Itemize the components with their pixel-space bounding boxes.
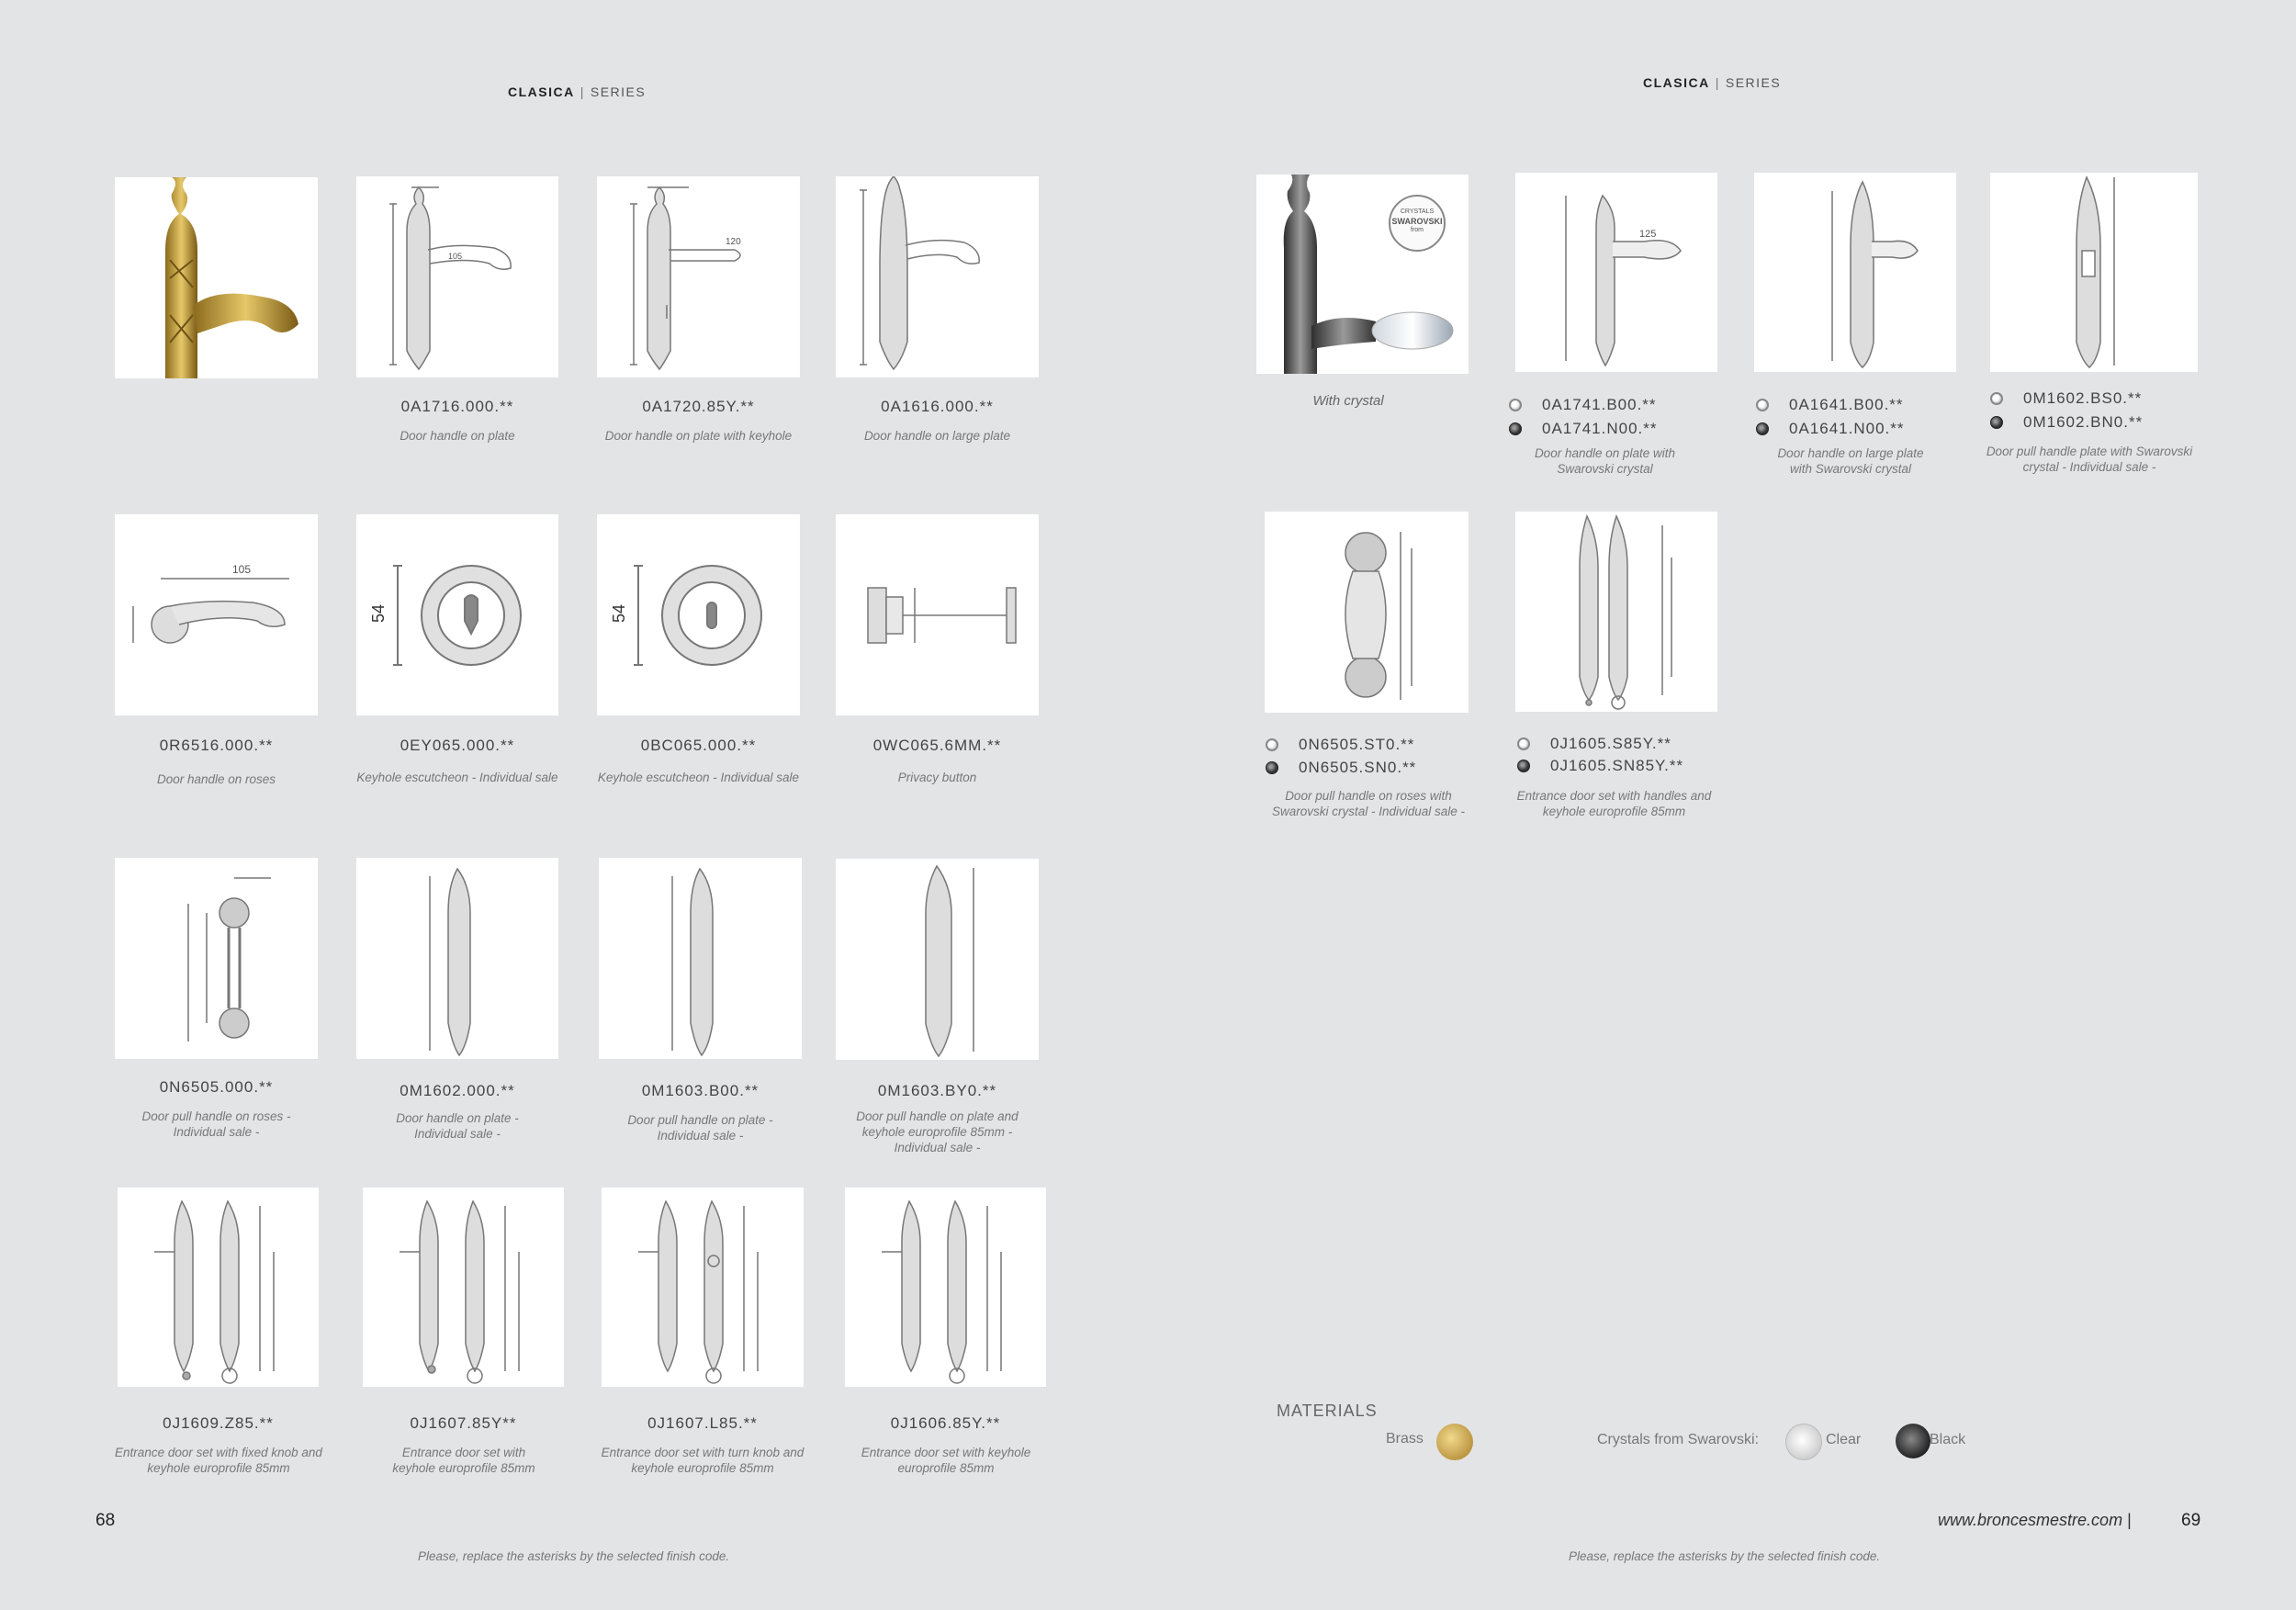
product-drawing-0J1609[interactable] xyxy=(118,1188,319,1387)
black-crystal-swatch xyxy=(1990,416,2003,429)
clear-crystal-swatch xyxy=(1266,738,1278,751)
product-description: Door handle on plate with keyhole xyxy=(604,429,793,443)
page-number-left: 68 xyxy=(96,1511,116,1530)
product-description: Door handle on plate xyxy=(400,429,515,443)
product-drawing-0A1641[interactable] xyxy=(1754,173,1956,372)
product-drawing-0J1606[interactable] xyxy=(845,1188,1046,1387)
product-description: Door handle on roses xyxy=(156,772,276,786)
svg-text:125: 125 xyxy=(1639,229,1657,240)
product-description: Privacy button xyxy=(897,771,977,784)
svg-text:120: 120 xyxy=(726,237,741,247)
black-crystal-swatch[interactable] xyxy=(1896,1424,1930,1458)
product-code: 0A1741.B00.** xyxy=(1542,396,1657,413)
product-description: Door handle on plate with Swarovski crystal xyxy=(1534,446,1676,476)
svg-text:105: 105 xyxy=(448,252,463,261)
black-label: Black xyxy=(1930,1432,1966,1447)
product-photo-brass-handle[interactable] xyxy=(115,177,318,378)
product-drawing-0R6516[interactable] xyxy=(115,514,318,715)
clear-crystal-swatch xyxy=(1509,399,1522,411)
finish-option-clear[interactable] xyxy=(1990,389,2142,408)
product-code: 0J1609.Z85.** xyxy=(163,1414,274,1432)
crystal-caption: With crystal xyxy=(1312,393,1384,409)
svg-text:54: 54 xyxy=(610,603,628,623)
finish-option-black[interactable] xyxy=(1517,757,1683,775)
product-code: 0A1716.000.** xyxy=(400,398,514,415)
product-drawing-0M1602[interactable] xyxy=(356,858,558,1059)
finish-option-black[interactable] xyxy=(1509,420,1657,438)
page-number-right: 69 xyxy=(2181,1511,2201,1530)
product-code: 0BC065.000.** xyxy=(640,737,757,754)
product-drawing-0J1605[interactable] xyxy=(1515,512,1717,712)
brass-label: Brass xyxy=(1386,1431,1424,1447)
logo-line3: from xyxy=(1411,227,1424,233)
product-code: 0J1605.SN85Y.** xyxy=(1550,757,1684,774)
product-code: 0N6505.000.** xyxy=(159,1078,274,1096)
finish-option-black[interactable] xyxy=(1990,413,2143,432)
product-drawing-0A1616[interactable] xyxy=(836,176,1039,377)
product-drawing-0EY065[interactable] xyxy=(356,514,558,715)
clear-crystal-swatch xyxy=(1990,392,2003,405)
right-page-header xyxy=(1643,75,1781,90)
materials-title: MATERIALS xyxy=(1277,1402,1378,1420)
header-separator: | xyxy=(580,84,585,99)
left-page-header xyxy=(508,84,646,99)
website-url[interactable] xyxy=(1938,1511,2132,1530)
series-label: SERIES xyxy=(590,84,647,99)
product-description: Door pull handle on plate and keyhole europrofile 85mm - Individual sale - xyxy=(856,1109,1019,1154)
product-description: Entrance door set with keyhole europrofile 85mm xyxy=(392,1446,535,1475)
product-code: 0A1720.85Y.** xyxy=(642,398,755,415)
black-crystal-swatch xyxy=(1517,760,1530,772)
product-code: 0J1605.S85Y.** xyxy=(1550,735,1671,752)
product-description: Door handle on large plate with Swarovski crystal xyxy=(1777,446,1924,476)
product-description: Door pull handle on roses - Individual sale - xyxy=(141,1109,291,1139)
product-code: 0R6516.000.** xyxy=(159,737,274,754)
product-code: 0A1641.N00.** xyxy=(1789,420,1905,437)
product-drawing-0A1716[interactable] xyxy=(356,176,558,377)
product-code: 0N6505.ST0.** xyxy=(1299,736,1415,753)
clear-label: Clear xyxy=(1826,1432,1862,1447)
product-code: 0N6505.SN0.** xyxy=(1299,759,1417,776)
black-crystal-swatch xyxy=(1266,761,1278,774)
clear-crystal-swatch xyxy=(1517,737,1530,750)
product-drawing-0M1603-BY0[interactable] xyxy=(836,859,1039,1060)
series-name: CLASICA xyxy=(1643,75,1710,90)
product-description: Entrance door set with turn knob and keyhole europrofile 85mm xyxy=(601,1446,805,1475)
product-drawing-0BC065[interactable] xyxy=(597,514,800,715)
product-description: Keyhole escutcheon - Individual sale xyxy=(356,771,558,784)
product-code: 0J1606.85Y.** xyxy=(890,1414,1001,1432)
svg-text:54: 54 xyxy=(369,603,388,623)
finish-option-clear[interactable] xyxy=(1756,396,1904,414)
product-description: Door handle on large plate xyxy=(863,429,1011,443)
product-code: 0M1602.BS0.** xyxy=(2023,389,2143,407)
product-drawing-0J1607-85Y[interactable] xyxy=(363,1188,564,1387)
product-drawing-0N6505[interactable] xyxy=(115,858,318,1059)
product-code: 0M1602.BN0.** xyxy=(2023,413,2144,431)
product-drawing-0A1720[interactable] xyxy=(597,176,800,377)
footer-note-left: Please, replace the asterisks by the selected finish code. xyxy=(418,1549,730,1563)
product-description: Door pull handle on roses with Swarovski crystal - Individual sale - xyxy=(1271,789,1466,818)
logo-line2: SWAROVSKI xyxy=(1391,217,1443,226)
black-crystal-swatch xyxy=(1509,422,1522,435)
product-code: 0M1603.BY0.** xyxy=(877,1082,997,1099)
product-description: Entrance door set with handles and keyhole europrofile 85mm xyxy=(1516,789,1712,818)
finish-option-black[interactable] xyxy=(1756,420,1904,438)
product-description: Door pull handle plate with Swarovski crystal - Individual sale - xyxy=(1986,445,2193,474)
logo-line1: CRYSTALS xyxy=(1400,208,1435,215)
finish-option-clear[interactable] xyxy=(1517,735,1671,753)
product-code: 0A1741.N00.** xyxy=(1542,420,1658,437)
website-separator: | xyxy=(2127,1511,2132,1529)
product-drawing-0J1607-L85[interactable] xyxy=(602,1188,804,1387)
product-code: 0EY065.000.** xyxy=(400,737,515,754)
product-drawing-0M1603[interactable] xyxy=(599,858,802,1059)
product-drawing-0N6505-ST0[interactable] xyxy=(1265,512,1469,713)
footer-note-right: Please, replace the asterisks by the selected finish code. xyxy=(1569,1549,1881,1563)
finish-option-clear[interactable] xyxy=(1509,396,1657,414)
finish-option-black[interactable] xyxy=(1266,759,1416,777)
svg-text:105: 105 xyxy=(232,563,252,576)
swarovski-logo xyxy=(1389,195,1446,252)
clear-crystal-swatch xyxy=(1756,399,1769,411)
brass-swatch[interactable] xyxy=(1436,1424,1473,1460)
clear-crystal-swatch[interactable] xyxy=(1785,1424,1822,1460)
product-code: 0A1616.000.** xyxy=(881,398,994,415)
product-drawing-0M1602-BS0[interactable] xyxy=(1990,173,2198,372)
product-description: Entrance door set with fixed knob and keyhole europrofile 85mm xyxy=(115,1446,322,1475)
website-text: www.broncesmestre.com xyxy=(1938,1511,2123,1529)
product-description: Door pull handle on plate - Individual sale - xyxy=(627,1113,773,1143)
product-code: 0M1603.B00.** xyxy=(641,1082,760,1099)
series-name: CLASICA xyxy=(508,84,575,99)
finish-option-clear[interactable] xyxy=(1266,736,1414,754)
series-label: SERIES xyxy=(1725,75,1782,90)
product-description: Door handle on plate - Individual sale - xyxy=(396,1111,519,1141)
header-separator: | xyxy=(1715,75,1720,90)
product-drawing-0A1741[interactable] xyxy=(1515,173,1717,372)
product-code: 0J1607.L85.** xyxy=(647,1414,758,1432)
product-description: Keyhole escutcheon - Individual sale xyxy=(597,771,800,784)
product-code: 0M1602.000.** xyxy=(400,1082,515,1099)
product-code: 0A1641.B00.** xyxy=(1789,396,1904,413)
product-code: 0WC065.6MM.** xyxy=(872,737,1002,754)
black-crystal-swatch xyxy=(1756,422,1769,435)
product-code: 0J1607.85Y** xyxy=(410,1414,517,1432)
product-drawing-0WC065[interactable] xyxy=(836,514,1039,715)
product-description: Entrance door set with keyhole europrofile 85mm xyxy=(861,1446,1031,1475)
crystals-label: Crystals from Swarovski: xyxy=(1597,1432,1760,1447)
product-photo-crystal-handle[interactable] xyxy=(1256,175,1469,374)
